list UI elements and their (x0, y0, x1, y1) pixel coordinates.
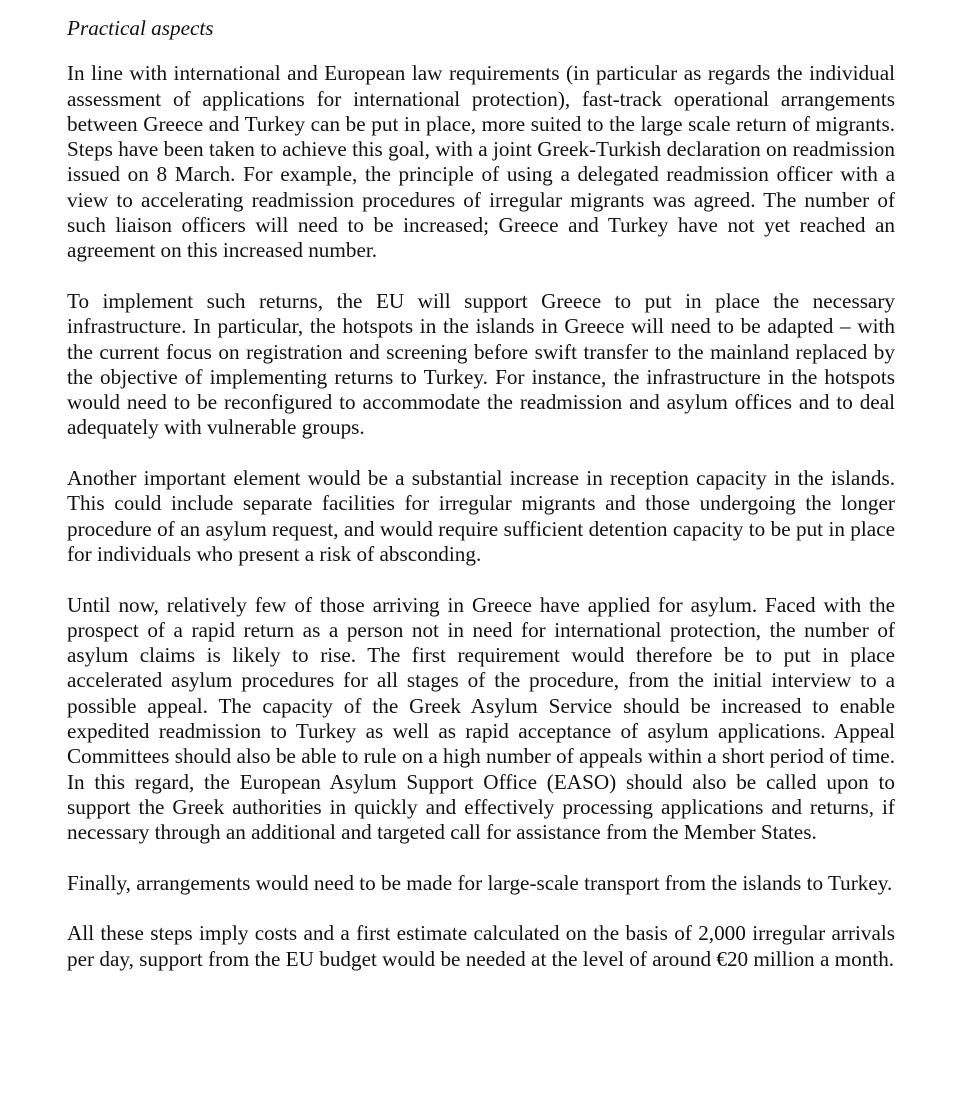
paragraph-transport: Finally, arrangements would need to be made for large-scale transport from the islands to Turkey. (67, 870, 893, 895)
paragraph-readmission-arrangements: In line with international and European law requirements (in particular as regards the individual assessment of applications for international protection), fast-track operational arrangements between Greece and Turkey can be put in place, more suited to the large scale return of migrants. Steps have been taken to achieve this goal, with a joint Greek-Turkish declaration on readmission issued on 8 March. For example, the principle of using a delegated readmission officer with a view to accelerating readmission procedures of irregular migrants was agreed. The number of such liaison officers will need to be increased; Greece and Turkey have not yet reached an agreement on this increased number. (67, 61, 895, 263)
section-heading: Practical aspects (67, 16, 214, 40)
paragraph-asylum-procedures: Until now, relatively few of those arriving in Greece have applied for asylum. Faced with the prospect of a rapid return as a person not in need for international protection, the number of asylum claims is likely to rise. The first requirement would therefore be to put in place accelerated asylum procedures for all stages of the procedure, from the initial interview to a possible appeal. The capacity of the Greek Asylum Service should be increased to enable expedited readmission to Turkey as well as rapid acceptance of asylum applications. Appeal Committees should also be able to rule on a high number of appeals within a short period of time. In this regard, the European Asylum Support Office (EASO) should also be called upon to support the Greek authorities in quickly and effectively processing applications and returns, if necessary through an additional and targeted call for assistance from the Member States. (67, 592, 895, 845)
paragraph-hotspot-infrastructure: To implement such returns, the EU will support Greece to put in place the necessary infrastructure. In particular, the hotspots in the islands in Greece will need to be adapted – with the current focus on registration and screening before swift transfer to the mainland replaced by the objective of implementing returns to Turkey. For instance, the infrastructure in the hotspots would need to be reconfigured to accommodate the readmission and asylum offices and to deal adequately with vulnerable groups. (67, 288, 895, 440)
document-page (67, 16, 895, 997)
paragraph-costs: All these steps imply costs and a first estimate calculated on the basis of 2,000 irregular arrivals per day, support from the EU budget would be needed at the level of around €20 million a month. (67, 921, 895, 971)
paragraph-reception-capacity: Another important element would be a substantial increase in reception capacity in the islands. This could include separate facilities for irregular migrants and those undergoing the longer procedure of an asylum request, and would require sufficient detention capacity to be put in place for individuals who present a risk of absconding. (67, 466, 895, 566)
